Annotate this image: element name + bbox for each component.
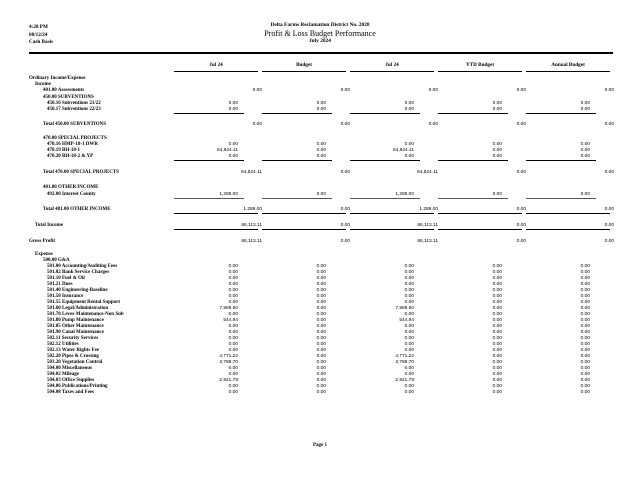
row-value: 0.00 (316, 148, 326, 153)
row-label: 501.40 Engineering-Baseline (47, 288, 108, 293)
column-header: YTD Budget (465, 62, 495, 68)
row-value: 0.00 (316, 192, 326, 197)
row-value: 0.00 (228, 372, 238, 377)
row-value: 0.00 (316, 342, 326, 347)
row-value: 0.00 (404, 372, 414, 377)
row-value: 7,988.50 (395, 306, 414, 311)
row-value: 0.00 (228, 270, 238, 275)
row-value: 0.00 (492, 294, 502, 299)
row-value: 0.00 (228, 142, 238, 147)
row-label: 501.00 Accounting/Auditing Fees (47, 264, 118, 269)
row-value: 0.00 (316, 336, 326, 341)
row-value: 0.00 (580, 270, 590, 275)
row-value: 1,289.00 (243, 207, 262, 212)
row-value: 0.00 (492, 318, 502, 323)
row-label: Total 481.00 OTHER INCOME (43, 207, 111, 212)
row-value: 0.00 (604, 223, 614, 228)
row-value: 0.00 (316, 348, 326, 353)
row-value: 1,289.00 (395, 192, 414, 197)
row-label: 501.50 Insurance (47, 294, 84, 299)
row-value: 0.00 (228, 342, 238, 347)
row-value: 0.00 (580, 372, 590, 377)
row-value: 0.00 (580, 142, 590, 147)
table-row (0, 238, 640, 245)
row-value: 0.00 (316, 330, 326, 335)
row-label: 401.00 Assessments (43, 88, 85, 93)
subtotal-underline (174, 160, 244, 161)
row-value: 0.00 (316, 372, 326, 377)
row-value: 0.00 (492, 336, 502, 341)
row-value: 0.00 (580, 264, 590, 269)
row-value: 0.00 (404, 276, 414, 281)
row-value: 0.00 (516, 170, 526, 175)
table-row (0, 106, 640, 113)
row-label: Total 470.00 SPECIAL PROJECTS (43, 170, 119, 175)
row-value: 0.00 (580, 306, 590, 311)
row-value: 0.00 (492, 342, 502, 347)
column-header-underline (526, 71, 610, 72)
row-value: 0.00 (316, 294, 326, 299)
row-value: 0.00 (404, 288, 414, 293)
row-value: 66,113.11 (417, 239, 438, 244)
row-value: 0.00 (404, 294, 414, 299)
subtotal-underline (438, 198, 508, 199)
row-value: 0.00 (580, 312, 590, 317)
row-value: 0.00 (316, 384, 326, 389)
row-value: 0.00 (316, 270, 326, 275)
row-value: 0.00 (492, 384, 502, 389)
row-value: 0.00 (604, 170, 614, 175)
row-value: 0.00 (340, 239, 350, 244)
subtotal-underline (526, 113, 596, 114)
row-value: 0.00 (228, 294, 238, 299)
row-value: 0.00 (492, 142, 502, 147)
row-value: 64,824.11 (417, 170, 438, 175)
subtotal-underline (526, 213, 610, 214)
row-value: 0.00 (492, 354, 502, 359)
row-value: 0.00 (404, 336, 414, 341)
row-value: 0.00 (492, 154, 502, 159)
row-value: 0.00 (404, 366, 414, 371)
row-value: 0.00 (580, 366, 590, 371)
row-value: 0.00 (492, 348, 502, 353)
row-value: 0.00 (228, 276, 238, 281)
row-value: 0.00 (316, 282, 326, 287)
row-value: 1,289.00 (219, 192, 238, 197)
row-value: 0.00 (404, 264, 414, 269)
row-value: 0.00 (340, 88, 350, 93)
page-number: Page 1 (312, 443, 328, 448)
row-value: 0.00 (316, 101, 326, 106)
row-value: 0.00 (316, 318, 326, 323)
row-value: 544.94 (223, 318, 238, 323)
row-value: 4,771.22 (395, 354, 414, 359)
row-value: 0.00 (580, 276, 590, 281)
table-row (0, 87, 640, 94)
row-value: 0.00 (404, 107, 414, 112)
row-value: 2,921.78 (395, 378, 414, 383)
subtotal-underline (350, 229, 434, 230)
row-value: 0.00 (404, 390, 414, 395)
row-value: 0.00 (404, 312, 414, 317)
row-value: 0.00 (252, 122, 262, 127)
row-value: 0.00 (404, 282, 414, 287)
row-label: Total Income (35, 223, 64, 228)
row-value: 0.00 (228, 107, 238, 112)
row-value: 0.00 (316, 390, 326, 395)
row-label: 501.80 Pump Maintenance (47, 318, 104, 323)
row-label: 450.17 Subventions 22/23 (47, 107, 101, 112)
row-value: 0.00 (492, 276, 502, 281)
table-row (0, 169, 640, 176)
row-label: 470.16 HMP-18-1 DWR (47, 142, 98, 147)
row-value: 0.00 (580, 324, 590, 329)
row-value: 0.00 (316, 154, 326, 159)
row-value: 0.00 (428, 88, 438, 93)
row-value: 0.00 (516, 122, 526, 127)
row-label: 501.02 Bank Service Charges (47, 270, 110, 275)
row-value: 0.00 (604, 207, 614, 212)
row-value: 0.00 (404, 101, 414, 106)
row-value: 0.00 (580, 288, 590, 293)
column-header-underline (350, 71, 434, 72)
subtotal-underline (262, 229, 346, 230)
row-value: 66,113.11 (417, 223, 438, 228)
row-value: 0.00 (492, 306, 502, 311)
row-value: 0.00 (492, 390, 502, 395)
subtotal-underline (350, 198, 420, 199)
subtotal-underline (174, 229, 258, 230)
row-label: 503.20 Vegetation Control (47, 360, 103, 365)
row-label: 450.00 SUBVENTIONS (43, 95, 94, 100)
column-header-underline (174, 71, 258, 72)
row-value: 0.00 (404, 348, 414, 353)
row-label: 501.55 Equipment Rental Support (47, 300, 121, 305)
row-label: 504.08 Taxes and Fees (47, 390, 94, 395)
row-value: 0.00 (492, 312, 502, 317)
row-value: 0.00 (404, 300, 414, 305)
row-value: 0.00 (228, 324, 238, 329)
row-value: 0.00 (316, 107, 326, 112)
row-value: 64,824.11 (241, 170, 262, 175)
subtotal-underline (526, 229, 610, 230)
subtotal-underline (350, 113, 420, 114)
row-value: 0.00 (580, 360, 590, 365)
row-value: 0.00 (428, 122, 438, 127)
row-label: 504.02 Mileage (47, 372, 79, 377)
row-value: 0.00 (580, 148, 590, 153)
subtotal-underline (526, 198, 596, 199)
row-value: 66,113.11 (241, 223, 262, 228)
row-value: 0.00 (492, 330, 502, 335)
row-label: 501.60 Legal/Administration (47, 306, 109, 311)
row-value: 0.00 (316, 288, 326, 293)
row-value: 0.00 (580, 101, 590, 106)
table-row (0, 184, 640, 191)
row-value: 0.00 (340, 170, 350, 175)
row-label: 500.00 G&A (43, 258, 70, 263)
row-value: 0.00 (580, 384, 590, 389)
row-value: 0.00 (580, 336, 590, 341)
row-value: 3,788.70 (219, 360, 238, 365)
row-value: 4,771.22 (219, 354, 238, 359)
row-value: 0.00 (492, 107, 502, 112)
table-row (0, 206, 640, 213)
row-value: 0.00 (492, 282, 502, 287)
row-label: 501.10 Fuel & Oil (47, 276, 85, 281)
row-value: 3,788.70 (395, 360, 414, 365)
row-label: 501.21 Dues (47, 282, 73, 287)
row-value: 0.00 (492, 378, 502, 383)
subtotal-underline (438, 213, 522, 214)
row-value: 0.00 (228, 366, 238, 371)
row-value: 0.00 (580, 354, 590, 359)
column-header: Budget (296, 62, 312, 68)
row-value: 0.00 (580, 107, 590, 112)
row-value: 0.00 (492, 148, 502, 153)
row-value: 0.00 (340, 207, 350, 212)
subtotal-underline (174, 213, 258, 214)
row-value: 0.00 (316, 378, 326, 383)
row-label: Income (35, 82, 51, 87)
row-value: 0.00 (580, 294, 590, 299)
row-value: 0.00 (492, 372, 502, 377)
row-label: 502.13 Water Rights Fee (47, 348, 100, 353)
report-header-center (0, 22, 640, 45)
row-value: 0.00 (404, 342, 414, 347)
row-value: 64,824.11 (393, 148, 414, 153)
row-label: 504.00 Miscellaneous (47, 366, 92, 371)
header-divider (29, 52, 613, 54)
column-header: Jul 24 (209, 62, 223, 68)
row-value: 0.00 (580, 342, 590, 347)
row-value: 0.00 (340, 122, 350, 127)
row-label: 470.00 SPECIAL PROJECTS (43, 136, 107, 141)
table-row (0, 191, 640, 198)
report-date: 08/12/24 (29, 31, 48, 38)
table-row (0, 389, 640, 396)
row-value: 0.00 (580, 300, 590, 305)
row-value: 0.00 (228, 300, 238, 305)
row-value: 0.00 (228, 348, 238, 353)
row-value: 0.00 (228, 264, 238, 269)
row-value: 0.00 (492, 360, 502, 365)
row-value: 2,921.78 (219, 378, 238, 383)
row-label: Gross Profit (29, 239, 56, 244)
row-value: 0.00 (580, 192, 590, 197)
report-basis: Cash Basis (29, 39, 54, 45)
table-row (0, 222, 640, 229)
row-value: 0.00 (580, 318, 590, 323)
subtotal-underline (262, 160, 332, 161)
row-value: 0.00 (340, 223, 350, 228)
row-value: 0.00 (404, 384, 414, 389)
row-value: 66,113.11 (241, 239, 262, 244)
subtotal-underline (262, 213, 346, 214)
row-value: 0.00 (580, 330, 590, 335)
row-value: 64,824.11 (217, 148, 238, 153)
row-value: 0.00 (228, 336, 238, 341)
row-value: 0.00 (492, 264, 502, 269)
subtotal-underline (174, 113, 244, 114)
row-label: 504.06 Publications/Printing (47, 384, 108, 389)
row-value: 0.00 (580, 282, 590, 287)
row-value: 0.00 (604, 122, 614, 127)
row-value: 0.00 (492, 270, 502, 275)
row-value: 0.00 (316, 276, 326, 281)
row-value: 0.00 (516, 88, 526, 93)
row-value: 0.00 (228, 101, 238, 106)
subtotal-underline (174, 198, 244, 199)
row-label: 502.12 Utilities (47, 342, 79, 347)
row-value: 0.00 (316, 306, 326, 311)
row-value: 0.00 (404, 324, 414, 329)
row-label: 501.90 Canal Maintenance (47, 330, 104, 335)
row-value: 0.00 (492, 300, 502, 305)
row-label: 504.03 Office Supplies (47, 378, 95, 383)
row-value: 0.00 (228, 288, 238, 293)
row-label: 502.20 Pipes & Crossing (47, 354, 99, 359)
row-value: 0.00 (316, 324, 326, 329)
subtotal-underline (350, 213, 434, 214)
subtotal-underline (438, 160, 508, 161)
row-value: 0.00 (228, 282, 238, 287)
row-value: 0.00 (228, 390, 238, 395)
row-value: 7,988.50 (219, 306, 238, 311)
row-value: 0.00 (316, 312, 326, 317)
column-header-underline (438, 71, 522, 72)
report-time: 4:28 PM (29, 24, 48, 30)
report-period: July 2024 (308, 38, 331, 44)
row-value: 0.00 (404, 154, 414, 159)
row-value: 0.00 (492, 366, 502, 371)
row-label: Ordinary Income/Expense (29, 76, 86, 81)
row-value: 0.00 (252, 88, 262, 93)
row-value: 0.00 (516, 239, 526, 244)
subtotal-underline (526, 160, 596, 161)
row-label: 501.70 Levee Maintenance-Non Sub (47, 312, 124, 317)
row-value: 0.00 (404, 142, 414, 147)
column-header: Annual Budget (551, 62, 585, 68)
row-value: 0.00 (228, 154, 238, 159)
row-value: 0.00 (580, 348, 590, 353)
row-value: 0.00 (580, 154, 590, 159)
row-value: 0.00 (228, 312, 238, 317)
row-value: 0.00 (228, 330, 238, 335)
row-value: 544.94 (399, 318, 414, 323)
row-label: 501.85 Other Maintenance (47, 324, 104, 329)
row-value: 0.00 (228, 384, 238, 389)
row-value: 0.00 (516, 207, 526, 212)
subtotal-underline (262, 198, 332, 199)
row-value: 0.00 (316, 354, 326, 359)
row-value: 0.00 (316, 300, 326, 305)
row-label: 481.00 OTHER INCOME (43, 185, 99, 190)
row-value: 0.00 (492, 101, 502, 106)
row-value: 0.00 (316, 366, 326, 371)
row-label: 450.16 Subventions 21/22 (47, 101, 101, 106)
row-value: 0.00 (316, 360, 326, 365)
subtotal-underline (438, 113, 508, 114)
row-value: 1,289.00 (419, 207, 438, 212)
row-label: 492.00 Interest County (47, 192, 96, 197)
row-label: Total 450.00 SUBVENTIONS (43, 122, 107, 127)
row-value: 0.00 (492, 324, 502, 329)
row-value: 0.00 (580, 378, 590, 383)
table-row (0, 121, 640, 128)
row-label: Expense (35, 252, 53, 257)
row-value: 0.00 (404, 330, 414, 335)
table-row (0, 153, 640, 160)
row-value: 0.00 (516, 223, 526, 228)
row-value: 0.00 (316, 264, 326, 269)
row-value: 0.00 (404, 270, 414, 275)
subtotal-underline (438, 229, 522, 230)
subtotal-underline (262, 113, 332, 114)
company-name: Delta Farms Reclamation District No. 2028 (270, 22, 370, 28)
row-value: 0.00 (316, 142, 326, 147)
subtotal-underline (350, 160, 420, 161)
row-label: 470.19 BH-18-1 (47, 148, 81, 153)
row-value: 0.00 (492, 288, 502, 293)
row-value: 0.00 (604, 88, 614, 93)
column-header-underline (262, 71, 346, 72)
report-title: Profit & Loss Budget Performance (264, 29, 376, 38)
column-header: Jul 24 (385, 62, 399, 68)
row-label: 502.11 Security Services (47, 336, 99, 341)
row-value: 0.00 (580, 390, 590, 395)
row-label: 470.20 BH-18-2 & YP (47, 154, 94, 159)
row-value: 0.00 (604, 239, 614, 244)
row-value: 0.00 (492, 192, 502, 197)
